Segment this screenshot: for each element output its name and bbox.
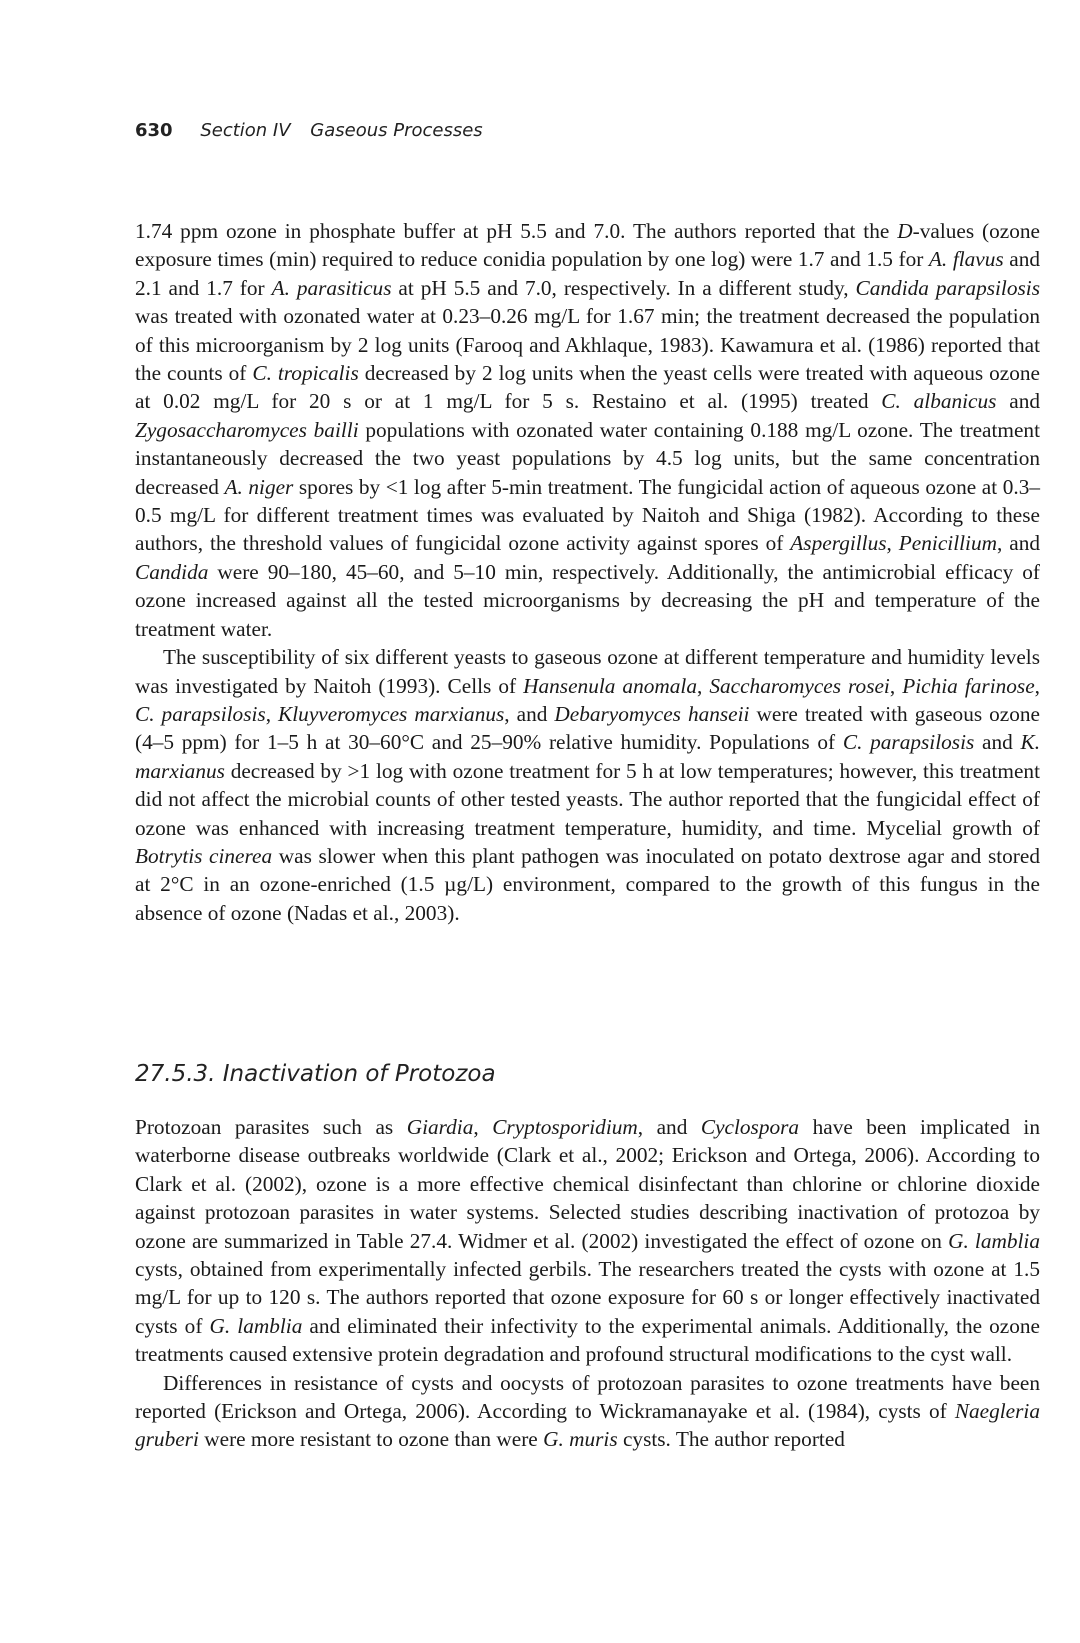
text-run: was slower when this plant pathogen was inoculated on potato dextrose agar and stored at 2°C in an ozone-enriched (1.5 µg/L) environment, compared to the growth of this fungus in the absence of ozone (Nadas et al., 2003). — [135, 843, 1040, 925]
text-run: -values (ozone exposure times (min) required to reduce conidia population by one log) were 1.7 and 1.5 for — [135, 219, 1040, 272]
text-run: populations with ozonated water containing 0.188 mg/L ozone. The treatment instantaneously decreased the two yeast populations by 4.5 log units, but the same concentration decreased — [135, 417, 1040, 499]
text-run: cysts. The author reported — [617, 1427, 845, 1452]
text-run: Protozoan parasites such as — [135, 1115, 407, 1139]
text-run: were 90–180, 45–60, and 5–10 min, respectively. Additionally, the antimicrobial efficacy of ozone increased against all the tested microorganisms by decreasing the pH and temperature of the treatment water. — [135, 559, 1040, 641]
text-run: , — [886, 531, 899, 556]
text-run: , — [473, 1115, 493, 1139]
italic-term: Debaryomyces hanseii — [554, 701, 750, 726]
italic-term: G. muris — [543, 1427, 618, 1452]
italic-term: K. marxianus — [135, 730, 1041, 783]
italic-term: C. albanicus — [881, 389, 997, 414]
text-run: and eliminated their infectivity to the experimental animals. Additionally, the ozone treatments caused extensive protein degradation and profound structural modifications to the cyst wall. — [135, 1313, 1040, 1367]
italic-term: Penicillium — [898, 531, 997, 556]
section-label: Section IV — [200, 120, 291, 141]
subsection-heading: 27.5.3. Inactivation of Protozoa — [135, 1061, 496, 1087]
italic-term: D — [897, 219, 913, 243]
text-run: , and — [996, 531, 1040, 556]
italic-term: Zygosaccharomyces bailli — [135, 417, 359, 442]
paragraph-p2 — [135, 643, 1040, 927]
text-run: at pH 5.5 and 7.0, respectively. In a different study, — [391, 275, 856, 300]
text-run: and — [974, 730, 1021, 755]
italic-term: Pichia farinose — [902, 673, 1035, 698]
italic-term: G. lamblia — [209, 1313, 303, 1338]
italic-term: Kluyveromyces marxianus — [278, 701, 505, 726]
text-run: and — [996, 389, 1041, 414]
text-run: spores by <1 log after 5-min treatment. The fungicidal action of aqueous ozone at 0.3–0.5 mg/L for different treatment times was evaluated by Naitoh and Shiga (1982). According to these authors, the threshold values of fungicidal ozone activity against spores of — [135, 474, 1040, 556]
italic-term: C. parapsilosis — [842, 730, 975, 755]
paragraph-p4 — [135, 1369, 1040, 1454]
italic-term: A. parasiticus — [271, 275, 392, 300]
text-run: , and — [504, 701, 555, 726]
text-run: decreased by >1 log with ozone treatment for 5 h at low temperatures; however, this treatment did not affect the microbial counts of other tested yeasts. The author reported that the fungicidal effect of ozone was enhanced with increasing treatment temperature, humidity, and time. Mycelial growth of — [135, 758, 1040, 840]
italic-term: Aspergillus — [790, 531, 887, 556]
text-run: cysts, obtained from experimentally infected gerbils. The researchers treated the cysts with ozone at 1.5 mg/L for up to 120 s. The authors reported that ozone exposure for 60 s or longer effectively inactivated cysts of — [135, 1257, 1040, 1338]
italic-term: Naegleria gruberi — [135, 1399, 1040, 1452]
italic-term: Saccharomyces rosei — [709, 673, 890, 698]
text-run: 1.74 ppm ozone in phosphate buffer at pH 5.5 and 7.0. The authors reported that the — [135, 219, 898, 243]
italic-term: Botrytis cinerea — [135, 843, 273, 868]
running-header — [135, 120, 483, 141]
italic-term: A. niger — [224, 474, 294, 499]
text-run: was treated with ozonated water at 0.23–0.26 mg/L for 1.67 min; the treatment decreased the population of this microorganism by 2 log units (Farooq and Akhlaque, 1983). Kawamura et al. (1986) reported that the counts of — [135, 304, 1040, 386]
section-title: Gaseous Processes — [310, 120, 483, 141]
italic-term: C. parapsilosis — [135, 701, 266, 726]
italic-term: Cyclospora — [700, 1115, 800, 1139]
paragraph-p3 — [135, 1113, 1040, 1369]
text-run: decreased by 2 log units when the yeast cells were treated with aqueous ozone at 0.02 mg/L for 20 s or at 1 mg/L for 5 s. Restaino et al. (1995) treated — [135, 361, 1040, 414]
italic-term: A. flavus — [928, 247, 1004, 272]
italic-term: Candida — [135, 559, 209, 584]
paragraph-p1 — [135, 217, 1040, 643]
text-run: were more resistant to ozone than were — [198, 1427, 544, 1452]
text-run: Differences in resistance of cysts and oocysts of protozoan parasites to ozone treatments have been reported (Erickson and Ortega, 2006). According to Wickramanayake et al. (1984), cysts of — [135, 1370, 1040, 1424]
italic-term: Giardia — [406, 1115, 474, 1139]
text-run: were treated with gaseous ozone (4–5 ppm) for 1–5 h at 30–60°C and 25–90% relative humidity. Populations of — [135, 701, 1040, 755]
italic-term: Candida parapsilosis — [855, 275, 1040, 300]
body-text-bottom — [135, 1113, 1040, 1454]
text-run: The susceptibility of six different yeasts to gaseous ozone at different temperature and humidity levels was investigated by Naitoh (1993). Cells of — [135, 645, 1040, 698]
text-run: , and — [637, 1115, 701, 1139]
text-run: have been implicated in waterborne disease outbreaks worldwide (Clark et al., 2002; Erickson and Ortega, 2006). According to Clark et al. (2002), ozone is a more effective chemical disinfectant than chlorine or chlorine dioxide against protozoan parasites in water systems. Selected studies describing inactivation of protozoa by ozone are summarized in Table 27.4. Widmer et al. (2002) investigated the effect of ozone on — [135, 1115, 1040, 1253]
italic-term: Cryptosporidium — [492, 1115, 638, 1139]
text-run: , — [696, 673, 710, 698]
page-number: 630 — [135, 120, 173, 141]
text-run: , — [265, 701, 279, 726]
text-run: and 2.1 and 1.7 for — [135, 247, 1041, 300]
italic-term: G. lamblia — [948, 1228, 1040, 1253]
italic-term: Hansenula anomala — [523, 673, 697, 698]
text-run: , — [1034, 673, 1040, 698]
body-text-top — [135, 217, 1040, 927]
italic-term: C. tropicalis — [252, 361, 359, 386]
text-run: , — [889, 673, 903, 698]
